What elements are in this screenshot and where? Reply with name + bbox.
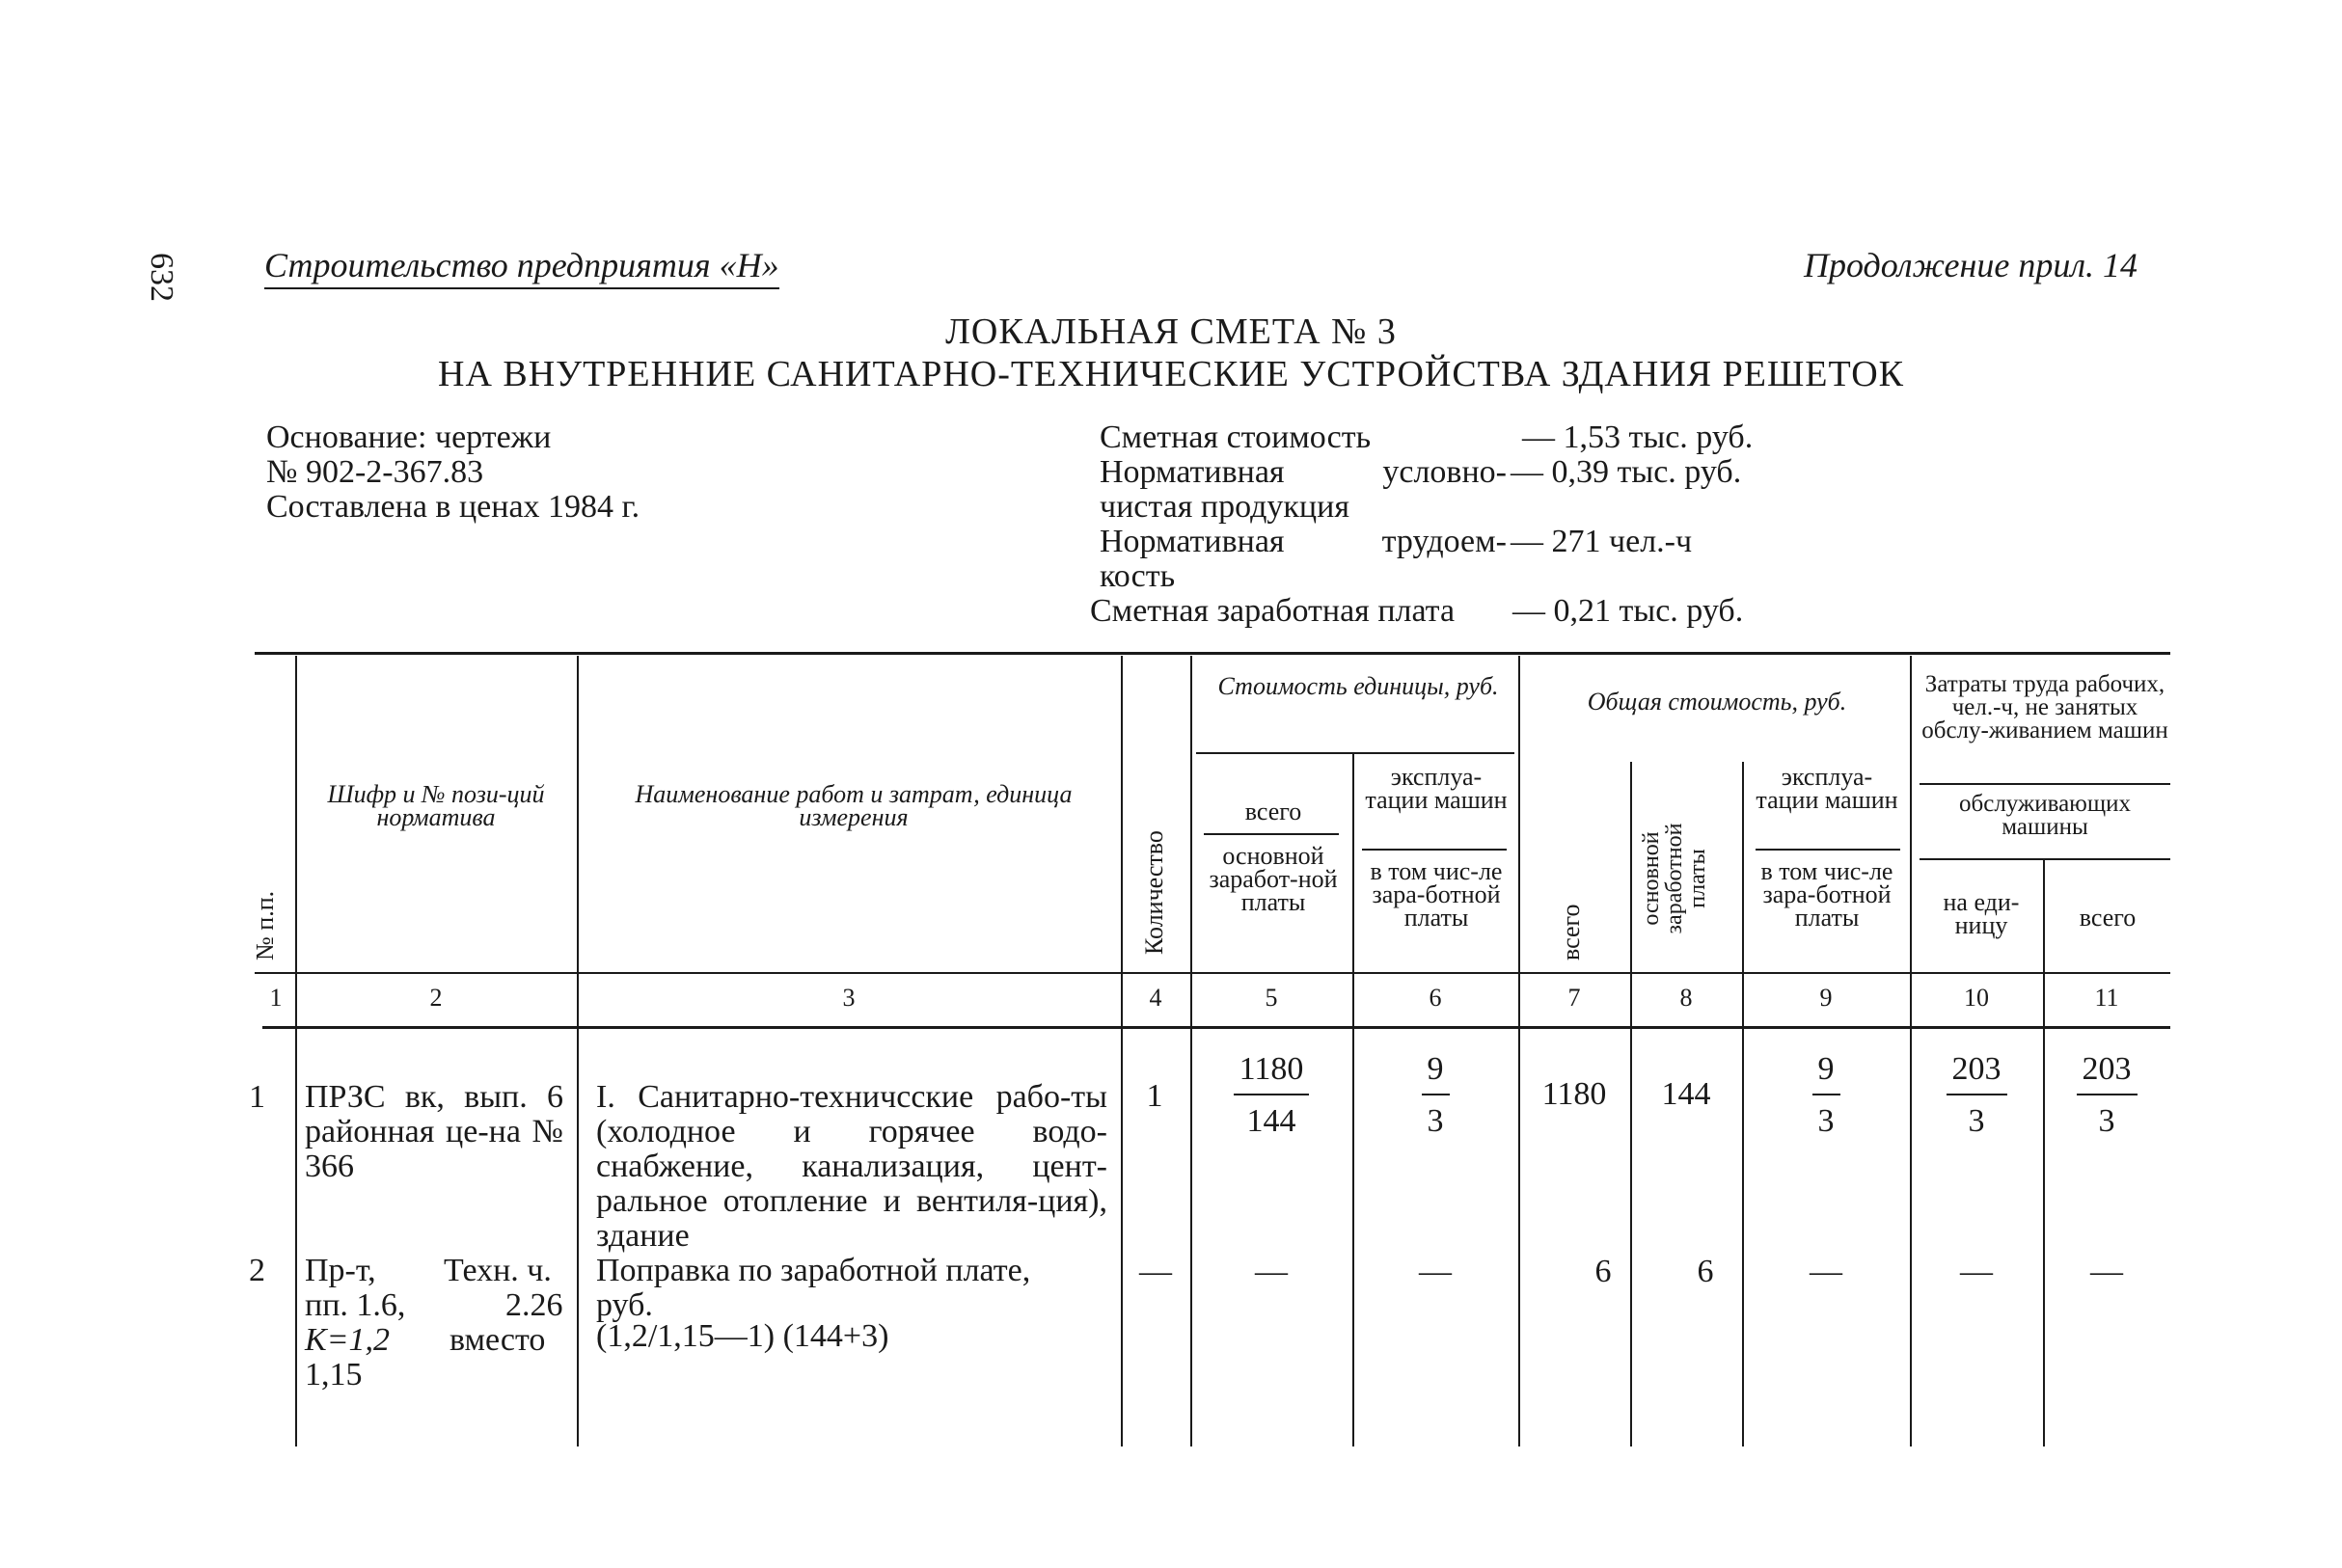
header-code: Шифр и № пози-ций норматива (327, 780, 545, 831)
labor-unit: 203 (1947, 1051, 2007, 1095)
labor-unit-fraction (1910, 1051, 2043, 1140)
row-code-part: К=1,2 (305, 1322, 391, 1358)
row-code-part: 1,15 (305, 1357, 363, 1392)
col-number: 3 (842, 984, 856, 1012)
col-number: 4 (1149, 984, 1162, 1012)
col-number: 1 (269, 984, 283, 1012)
header-rule (1362, 849, 1507, 851)
basis-line: № 902-2-367.83 (266, 454, 484, 490)
column-rule (1121, 656, 1123, 1446)
total-wage: 6 (1697, 1254, 1714, 1289)
row-name-line: (1,2/1,15—1) (144+3) (596, 1318, 889, 1354)
labor-all-fraction (2043, 1051, 2170, 1140)
document-title: ЛОКАЛЬНАЯ СМЕТА № 3 (945, 311, 1397, 352)
column-rule (2043, 858, 2045, 1446)
basis-block (266, 420, 640, 525)
header-unit-total: всего (1244, 798, 1302, 825)
unit-total: 1180 (1234, 1051, 1310, 1095)
col-number: 6 (1429, 984, 1442, 1012)
labor-unit: — (1960, 1254, 1993, 1289)
total-machines-wage: 3 (1817, 1103, 1835, 1139)
unit-machines-fraction (1352, 1051, 1518, 1140)
header-left: Строительство предприятия «Н» (264, 245, 779, 289)
header-labor: Затраты труда рабочих, чел.-ч, не занятых обслу-живанием машин (1921, 671, 2168, 743)
header-right: Продолжение прил. 14 (1804, 246, 2138, 284)
row-qty: — (1139, 1254, 1172, 1289)
header-labor-all: всего (2079, 904, 2137, 932)
col-number: 2 (429, 984, 443, 1012)
basis-line: Основание: чертежи (266, 419, 552, 455)
labor-all: 203 (2077, 1051, 2138, 1095)
header-labor-per-unit: на еди-ницу (1943, 888, 2020, 939)
labor-label-line: Нормативная трудоем- (1100, 524, 1507, 559)
header-unit-wage: основной заработ-ной платы (1209, 842, 1338, 916)
labor-all-service: 3 (2098, 1103, 2115, 1139)
document-subtitle: НА ВНУТРЕННИЕ САНИТАРНО-ТЕХНИЧЕСКИЕ УСТРОЙСТВА ЗДАНИЯ РЕШЕТОК (438, 354, 1904, 394)
labor-label (1100, 525, 1507, 559)
row-code-part: пп. 1.6, (305, 1287, 406, 1323)
cost-label: Сметная стоимость (1100, 419, 1372, 455)
header-rule (1920, 858, 2170, 860)
wage-label: Сметная заработная плата (1090, 593, 1456, 629)
header-num: № п.п. (251, 890, 279, 960)
norm-product-label-line: Нормативная условно- (1100, 454, 1507, 490)
row-code-part: Техн. ч. (444, 1253, 552, 1288)
col-number: 8 (1679, 984, 1693, 1012)
row-number: 1 (249, 1079, 265, 1115)
unit-machines: — (1419, 1254, 1452, 1289)
header-total-wage: основной заработной платы (1639, 823, 1710, 934)
labor-label-line: кость (1100, 558, 1176, 594)
header-total-machines-wage: в том чис-ле зара-ботной платы (1760, 857, 1893, 932)
row-code: ПРЗС вк, вып. 6 районная це-на № 366 (305, 1079, 563, 1184)
header-unit-machines-wage: в том чис-ле зара-ботной платы (1370, 857, 1503, 932)
labor-all: — (2090, 1254, 2123, 1289)
basis-line: Составлена в ценах 1984 г. (266, 489, 640, 525)
page-number: 632 (144, 253, 179, 302)
header-labor-service: обслуживающих машины (1959, 791, 2131, 840)
header-bottom-rule (262, 1026, 2170, 1029)
total-machines-fraction (1742, 1051, 1910, 1140)
labor-value: — 271 чел.-ч (1511, 524, 1693, 559)
row-name: I. Санитарно-техничсские рабо-ты (холодное и горячее водо-снабжение, канализация, цент-ральное отопление и вентиля-ция), здание (596, 1079, 1107, 1254)
norm-product-label-line: чистая продукция (1100, 489, 1349, 525)
column-rule (295, 656, 297, 1446)
row-name-line: Поправка по заработной плате, (596, 1253, 1031, 1288)
row-qty: 1 (1146, 1078, 1163, 1114)
header-total-cost: Общая стоимость, руб. (1587, 688, 1847, 716)
labor-unit-service: 3 (1968, 1103, 1985, 1139)
column-rule (1518, 656, 1520, 1446)
unit-wage: 144 (1246, 1103, 1296, 1139)
header-unit-cost: Стоимость единицы, руб. (1217, 672, 1499, 700)
cost-value: — 1,53 тыс. руб. (1522, 419, 1754, 455)
total-machines: 9 (1812, 1051, 1840, 1095)
norm-product-value: — 0,39 тыс. руб. (1511, 454, 1742, 490)
row-number: 2 (249, 1253, 265, 1288)
unit-total: — (1255, 1254, 1288, 1289)
col-number: 10 (1964, 984, 1989, 1012)
wage-value: — 0,21 тыс. руб. (1512, 593, 1744, 629)
column-rule (577, 656, 579, 1446)
row-name-line: руб. (596, 1287, 653, 1323)
unit-machines: 9 (1422, 1051, 1450, 1095)
header-unit-machines: эксплуа-тации машин (1365, 763, 1508, 814)
col-number: 11 (2094, 984, 2119, 1012)
header-rule (255, 972, 2170, 974)
table-top-rule (255, 652, 2170, 655)
col-number: 7 (1567, 984, 1581, 1012)
norm-product-label (1100, 455, 1507, 490)
unit-cost-fraction (1190, 1051, 1352, 1140)
total-machines: — (1810, 1254, 1842, 1289)
row-code-part: Пр-т, (305, 1253, 376, 1288)
header-name: Наименование работ и затрат, единица измерения (635, 780, 1073, 831)
row-code-part: вместо (449, 1322, 546, 1358)
header-rule (1920, 783, 2170, 785)
total-all: 6 (1594, 1254, 1612, 1289)
unit-machines-wage: 3 (1427, 1103, 1444, 1139)
header-rule (1196, 752, 1514, 754)
header-total-all: всего (1557, 904, 1585, 960)
col-number: 9 (1819, 984, 1833, 1012)
header-rule (1204, 833, 1339, 835)
row-code-part: 2.26 (505, 1287, 563, 1323)
header-total-machines: эксплуа-тации машин (1756, 763, 1898, 814)
header-qty: Количество (1140, 830, 1168, 955)
total-all: 1180 (1541, 1076, 1607, 1112)
col-number: 5 (1265, 984, 1278, 1012)
header-rule (1756, 849, 1900, 851)
total-wage: 144 (1661, 1076, 1711, 1112)
